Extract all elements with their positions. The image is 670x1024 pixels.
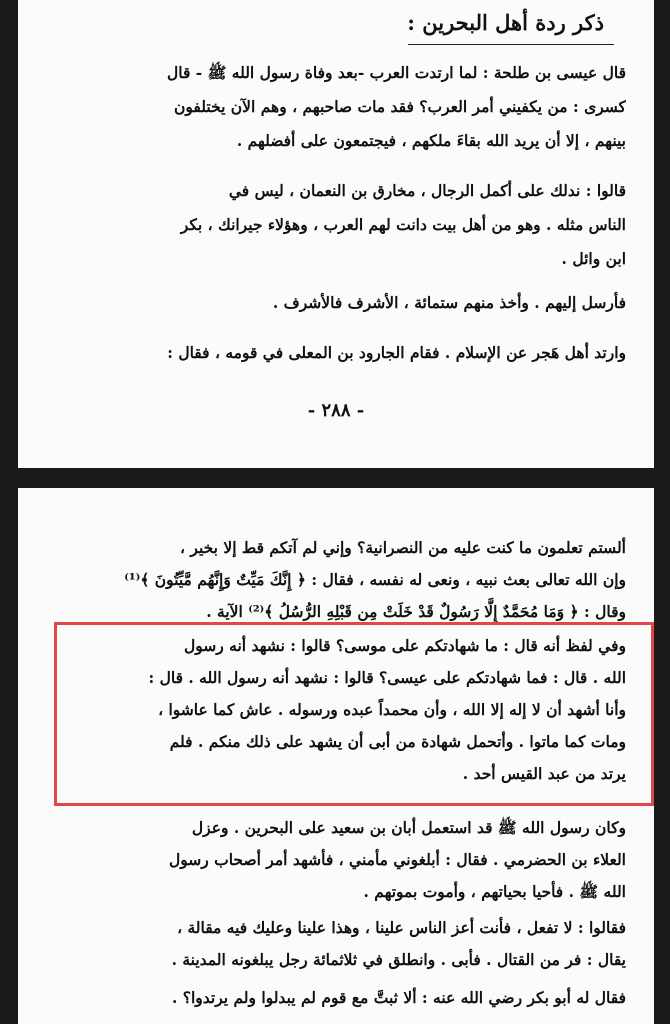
text-line: وقال : ﴿ وَمَا مُحَمَّدٌ إِلَّا رَسُولٌ قَدْ خَلَتْ مِن قَبْلِهِ الرُّسُلُ ﴾⁽²⁾ الآية . [206,602,626,621]
highlighted-paragraph [66,630,626,790]
paragraph [66,912,626,976]
book-page-top [18,0,654,468]
text-line: يرتد من عبد القيس أحد . [462,764,626,783]
text-line: قالوا : ندلك على أكمل الرجال ، مخارق بن النعمان ، ليس في [228,181,626,200]
text-line: فقالوا : لا تفعل ، فأنت أعز الناس علينا ، وهذا علينا وعليك فيه مقالة ، [177,918,626,937]
text-line: وكان رسول الله ﷺ قد استعمل أبان بن سعيد على البحرين . وعزل [191,818,626,837]
paragraph [66,532,626,628]
page-number: - ٢٨٨ - [307,400,365,421]
paragraph [66,982,626,1014]
paragraph [66,812,626,908]
text-line: وارتد أهل هَجر عن الإسلام . فقام الجارود بن المعلى في قومه ، فقال : [167,343,626,362]
text-line: ابن وائل . [561,249,626,268]
text-line: ألستم تعلمون ما كنت عليه من النصرانية؟ وإني لم آتكم قط إلا بخير ، [180,538,626,557]
text-line: يقال : فر من القتال . فأبى . وانطلق في ثلاثمائة رجل يبلغونه المدينة . [171,950,626,969]
text-line: الله . قال : فما شهادتكم على عيسى؟ قالوا : نشهد أنه رسول الله . قال : [148,668,626,687]
text-line: بينهم ، إلا أن يريد الله بقاءَ ملكهم ، فيجتمعون على أفضلهم . [236,131,626,150]
text-line: وإن الله تعالى بعث نبيه ، ونعى له نفسه ، فقال : ﴿ إِنَّكَ مَيِّتٌ وَإِنَّهُم مَّيِّتُونَ ﴾⁽¹⁾ [124,570,626,589]
text-line: الله ﷺ . فأحيا بحياتهم ، وأموت بموتهم . [363,882,626,901]
text-line: ومات كما ماتوا . وأتحمل شهادة من أبى أن يشهد على ذلك منكم . فلم [169,732,626,751]
paragraph [66,174,626,276]
paragraph [66,286,626,320]
text-line: فأرسل إليهم . وأخذ منهم ستمائة ، الأشرف فالأشرف . [272,293,626,312]
text-line: فقال له أبو بكر رضي الله عنه : ألا ثبتَّ مع قوم لم يبدلوا ولم يرتدوا؟ . [171,988,626,1007]
section-heading: ذكر ردة أهل البحرين : [407,10,604,35]
text-line: قال عيسى بن طلحة : لما ارتدت العرب -بعد وفاة رسول الله ﷺ - قال [167,63,626,82]
text-line: وفي لفظ أنه قال : ما شهادتكم على موسى؟ قالوا : نشهد أنه رسول [184,636,626,655]
paragraph [66,336,626,370]
text-line: كسرى : من يكفيني أمر العرب؟ فقد مات صاحبهم ، وهم الآن يختلفون [174,97,626,116]
paragraph [66,56,626,158]
book-page-bottom [18,488,654,1024]
text-line: وأنا أشهد أن لا إله إلا الله ، وأن محمداً عبده ورسوله . عاش كما عاشوا ، [158,700,626,719]
text-line: العلاء بن الحضرمي . فقال : أبلغوني مأمني ، فأشهد أمر أصحاب رسول [168,850,626,869]
text-line: الناس مثله . وهو من أهل بيت دانت لهم العرب ، وهؤلاء جيرانك ، بكر [180,215,626,234]
heading-underline [408,44,614,45]
